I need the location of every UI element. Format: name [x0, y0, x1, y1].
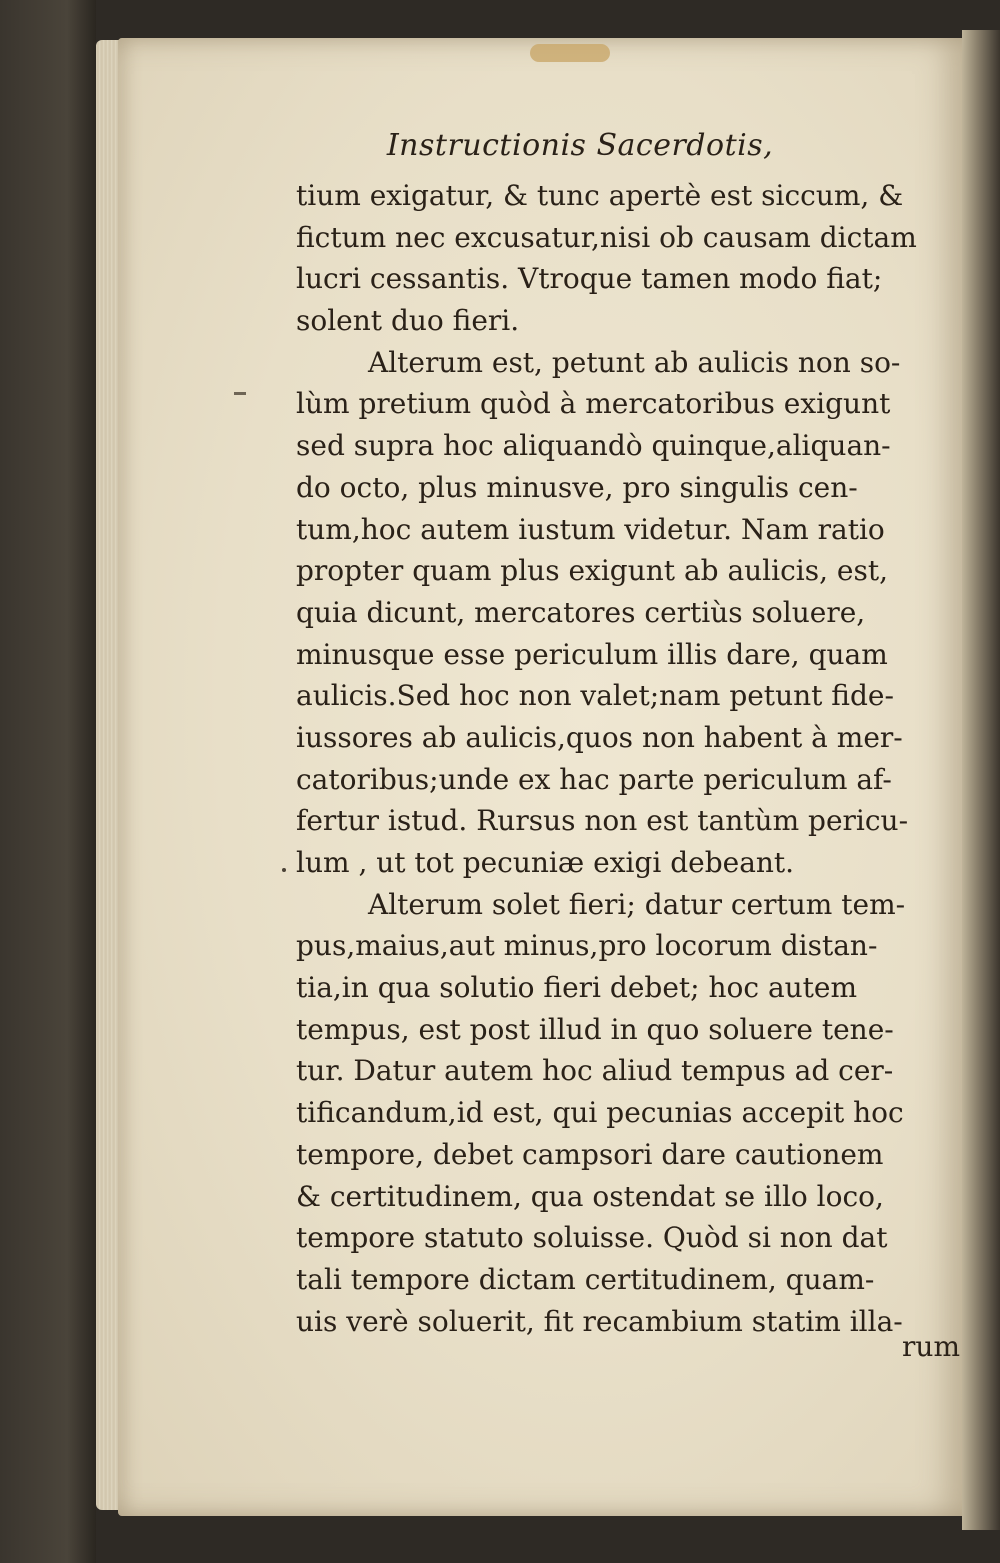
- book-gutter: [962, 30, 1000, 1530]
- text-line: tia,in qua solutio fieri debet; hoc autem: [296, 971, 858, 1005]
- text-line: Alterum solet fieri; datur certum tem-: [368, 887, 906, 921]
- margin-dot: [282, 868, 286, 872]
- text-line: tificandum,id est, qui pecunias accepit hoc: [296, 1096, 904, 1130]
- margin-mark: [234, 392, 246, 395]
- text-line: tium exigatur, & tunc apertè est siccum, &: [296, 179, 904, 212]
- text-line: minusque esse periculum illis dare, quam: [296, 637, 888, 671]
- catchword: rum: [902, 1330, 960, 1363]
- text-line: lucri cessantis. Vtroque tamen modo fiat;: [296, 262, 883, 296]
- text-line: lùm pretium quòd à mercatoribus exigunt: [296, 387, 891, 421]
- text-line: propter quam plus exigunt ab aulicis, est,: [296, 554, 888, 588]
- page-stain-mark: [530, 44, 610, 62]
- text-line: Alterum est, petunt ab aulicis non so-: [368, 345, 901, 379]
- text-line: quia dicunt, mercatores certiùs soluere,: [296, 595, 866, 629]
- text-line: do octo, plus minusve, pro singulis cen-: [296, 470, 858, 504]
- text-line: tempore statuto soluisse. Quòd si non dat: [296, 1221, 888, 1255]
- text-line: lum , ut tot pecuniæ exigi debeant.: [296, 846, 795, 879]
- text-line: sed supra hoc aliquandò quinque,aliquan-: [296, 429, 891, 463]
- text-line: tum,hoc autem iustum videtur. Nam ratio: [296, 512, 885, 546]
- text-line: solent duo fieri.: [296, 304, 520, 338]
- text-line: uis verè soluerit, fit recambium statim illa-: [296, 1304, 903, 1338]
- text-line: catoribus;unde ex hac parte periculum af-: [296, 762, 892, 796]
- text-line: tali tempore dictam certitudinem, quam-: [296, 1262, 875, 1296]
- text-line: tempore, debet campsori dare cautionem: [296, 1137, 884, 1171]
- text-line: pus,maius,aut minus,pro locorum distan-: [296, 929, 878, 963]
- book-cover-edge: [0, 0, 96, 1563]
- running-head: Instructionis Sacerdotis,: [386, 128, 774, 163]
- text-line: & certitudinem, qua ostendat se illo loco,: [296, 1179, 884, 1213]
- text-line: fictum nec excusatur,nisi ob causam dictam: [296, 220, 917, 254]
- text-line: fertur istud. Rursus non est tantùm pericu-: [296, 804, 909, 838]
- text-line: tempus, est post illud in quo soluere tene-: [296, 1012, 894, 1046]
- text-line: aulicis.Sed hoc non valet;nam petunt fide-: [296, 679, 894, 713]
- text-line: tur. Datur autem hoc aliud tempus ad cer-: [296, 1054, 894, 1088]
- body-text: [296, 175, 956, 1342]
- text-line: iussores ab aulicis,quos non habent à mer-: [296, 720, 903, 754]
